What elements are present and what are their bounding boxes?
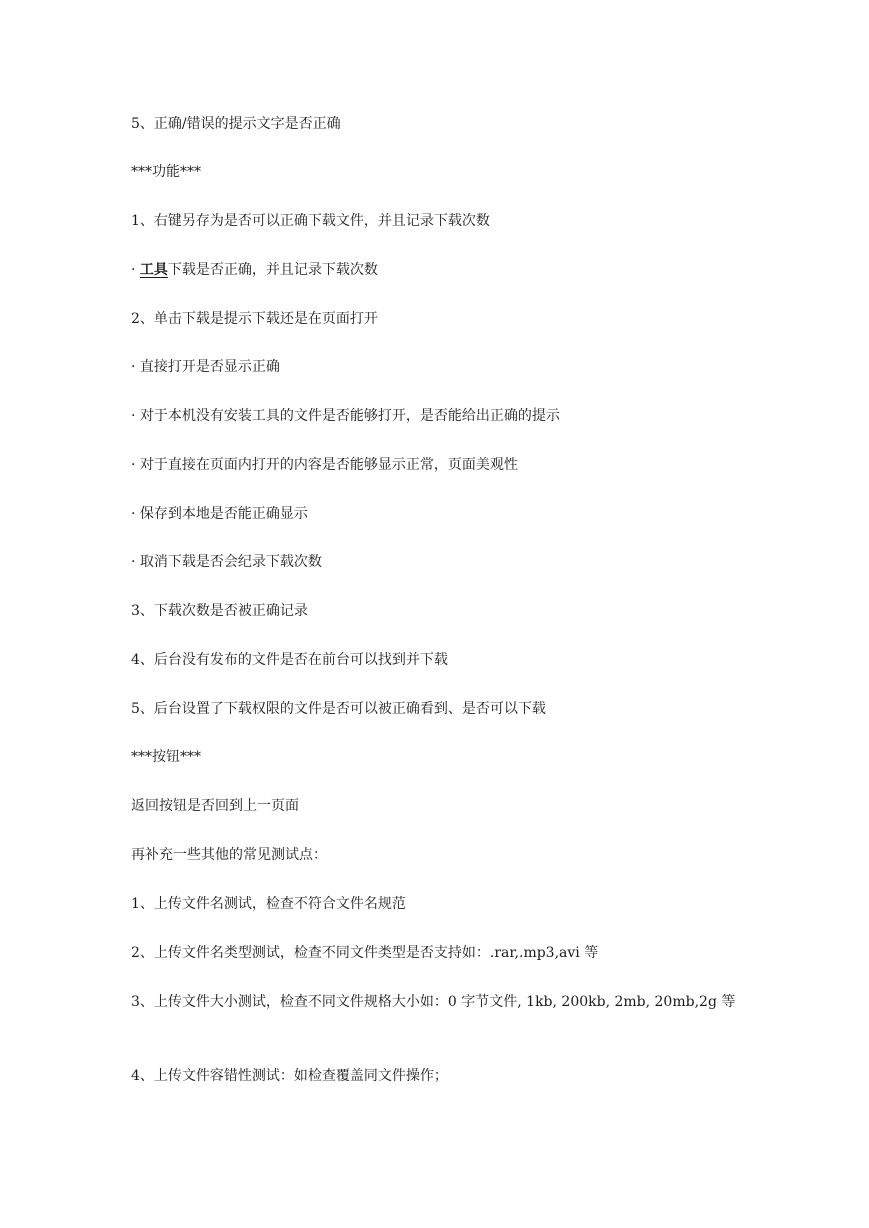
section-heading-buttons: ***按钮*** (131, 749, 201, 765)
text-line: 再补充一些其他的常见测试点： (131, 847, 327, 863)
text-line-wrapped: 3、上传文件大小测试，检查不同文件规格大小如：0 字节文件, 1kb, 200kb, 2mb, 20mb,2g 等 (131, 994, 736, 1010)
bullet-line: · 保存到本地是否能正确显示 (131, 506, 308, 522)
text-line: 3、下载次数是否被正确记录 (131, 603, 308, 619)
text-line: 2、单击下载是提示下载还是在页面打开 (131, 311, 378, 327)
bullet-line: · 直接打开是否显示正确 (131, 359, 280, 375)
text-line: 1、右键另存为是否可以正确下载文件，并且记录下载次数 (131, 213, 490, 229)
text-line: 5、正确/错误的提示文字是否正确 (131, 116, 341, 132)
bullet-line: · 对于直接在页面内打开的内容是否能够显示正常，页面美观性 (131, 457, 518, 473)
text-line: 1、上传文件名测试，检查不符合文件名规范 (131, 896, 406, 912)
text-line: 4、后台没有发布的文件是否在前台可以找到并下载 (131, 652, 448, 668)
section-heading-function: ***功能*** (131, 164, 201, 180)
tools-link[interactable]: 工具 (139, 262, 168, 278)
text-line: 2、上传文件名类型测试，检查不同文件类型是否支持如：.rar,.mp3,avi 等 (131, 945, 599, 961)
line-suffix: 下载是否正确，并且记录下载次数 (167, 262, 378, 278)
bullet-line: · 对于本机没有安装工具的文件是否能够打开，是否能给出正确的提示 (131, 408, 560, 424)
text-line-with-link (131, 258, 751, 282)
bullet-prefix: · (131, 262, 140, 278)
text-line: 4、上传文件容错性测试：如检查覆盖同文件操作； (131, 1068, 448, 1084)
text-line: 返回按钮是否回到上一页面 (131, 798, 299, 814)
text-line: 5、后台设置了下载权限的文件是否可以被正确看到、是否可以下载 (131, 701, 546, 717)
bullet-line: · 取消下载是否会纪录下载次数 (131, 554, 322, 570)
